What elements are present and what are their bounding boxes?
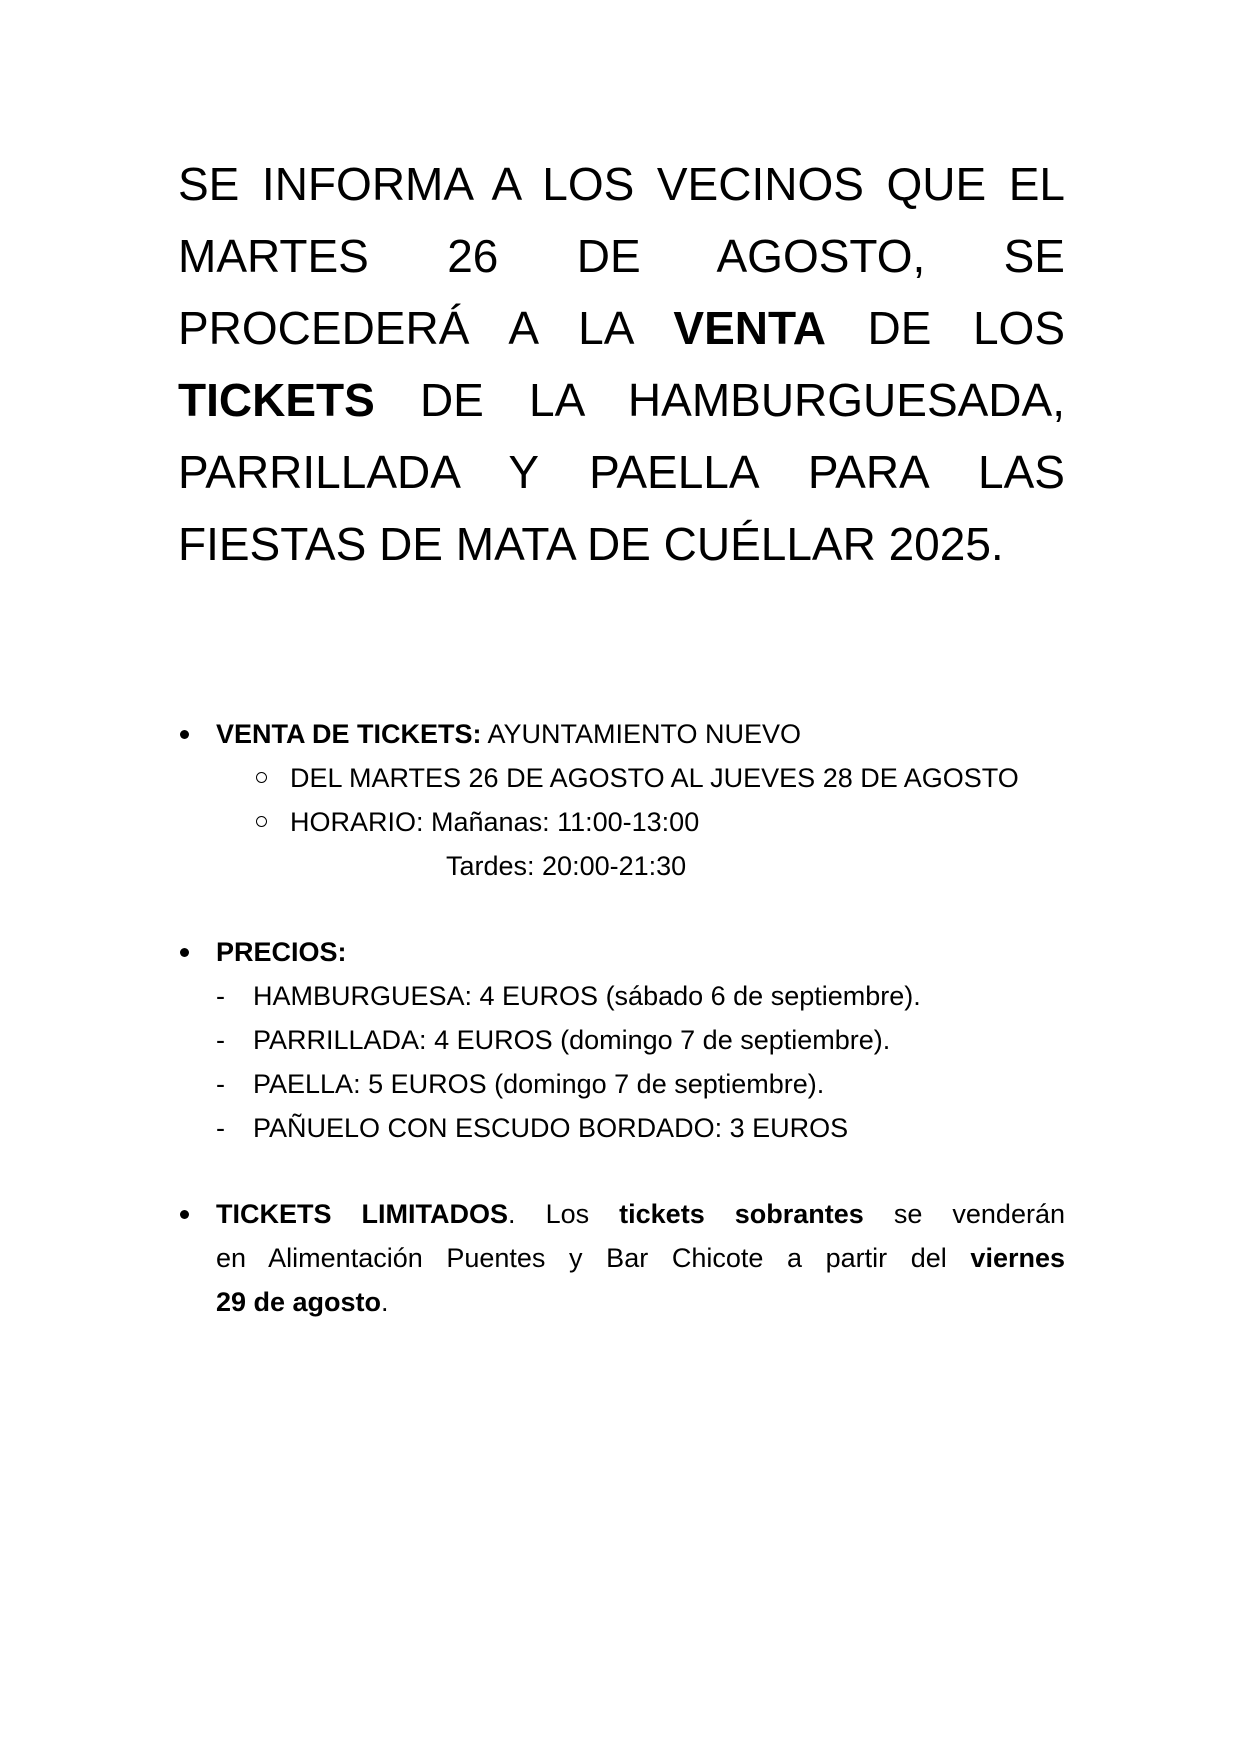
limitados-line-1 [216, 1192, 1065, 1236]
headline-line-3 [178, 292, 1065, 364]
venta-dates: DEL MARTES 26 DE AGOSTO AL JUEVES 28 DE AGOSTO [290, 763, 1019, 793]
price-item [178, 1106, 1065, 1150]
circle-bullet-icon [256, 772, 267, 783]
limitados-bold-viernes: viernes [970, 1243, 1065, 1273]
limitados-text: en Alimentación Puentes y Bar Chicote a partir del [216, 1243, 971, 1273]
price-paella: PAELLA: 5 EUROS (domingo 7 de septiembre). [253, 1069, 825, 1099]
headline-line-5 [178, 436, 1065, 508]
venta-tardes: Tardes: 20:00-21:30 [446, 851, 687, 881]
headline-text: FIESTAS DE MATA DE CUÉLLAR 2025. [178, 518, 1004, 570]
headline-line-1 [178, 148, 1065, 220]
dash-bullet: - [216, 981, 225, 1011]
headline-text: SE INFORMA A LOS VECINOS QUE EL [178, 158, 1065, 210]
venta-label: VENTA DE TICKETS: [216, 719, 482, 749]
venta-location: AYUNTAMIENTO NUEVO [481, 719, 802, 749]
limitados-text: . Los [508, 1199, 620, 1229]
dash-bullet: - [216, 1069, 225, 1099]
price-item [178, 1062, 1065, 1106]
headline-text: PARRILLADA Y PAELLA PARA LAS [178, 446, 1065, 498]
price-hamburguesa: HAMBURGUESA: 4 EUROS (sábado 6 de septiembre). [253, 981, 921, 1011]
venta-horario-item [178, 800, 1065, 844]
headline-line-4 [178, 364, 1065, 436]
limitados-text: se venderán [863, 1199, 1065, 1229]
limitados-line-3 [216, 1280, 1065, 1324]
venta-bullet [178, 712, 1065, 756]
limitados-bold-sobrantes: tickets sobrantes [619, 1199, 864, 1229]
limitados-line-2 [216, 1236, 1065, 1280]
headline-line-2 [178, 220, 1065, 292]
bullet-dot-icon [180, 948, 189, 957]
dash-bullet: - [216, 1113, 225, 1143]
limitados-text: . [381, 1287, 389, 1317]
venta-dates-item [178, 756, 1065, 800]
circle-bullet-icon [256, 816, 267, 827]
headline-bold-tickets: TICKETS [178, 374, 375, 426]
headline-text: DE LOS [825, 302, 1065, 354]
headline-bold-venta: VENTA [673, 302, 826, 354]
limitados-paragraph [178, 1192, 1065, 1324]
venta-horario: HORARIO: Mañanas: 11:00-13:00 [290, 807, 700, 837]
limitados-bold-date: 29 de agosto [216, 1287, 382, 1317]
precios-label: PRECIOS: [216, 937, 347, 967]
limitados-label: TICKETS LIMITADOS [216, 1199, 509, 1229]
dash-bullet: - [216, 1025, 225, 1055]
precios-section [178, 930, 1065, 1150]
bullet-dot-icon [180, 1210, 189, 1219]
price-panuelo: PAÑUELO CON ESCUDO BORDADO: 3 EUROS [253, 1113, 849, 1143]
headline-text: MARTES 26 DE AGOSTO, SE [178, 230, 1065, 282]
price-parrillada: PARRILLADA: 4 EUROS (domingo 7 de septiembre). [253, 1025, 891, 1055]
headline-line-6 [178, 508, 1065, 580]
price-item [178, 974, 1065, 1018]
precios-bullet [178, 930, 1065, 974]
bullet-dot-icon [180, 730, 189, 739]
announcement-headline [178, 148, 1065, 580]
headline-text: DE LA HAMBURGUESADA, [374, 374, 1065, 426]
venta-section [178, 712, 1065, 888]
limitados-section [178, 1192, 1065, 1324]
headline-text: PROCEDERÁ A LA [178, 302, 674, 354]
venta-tardes-item [178, 844, 1065, 888]
price-item [178, 1018, 1065, 1062]
